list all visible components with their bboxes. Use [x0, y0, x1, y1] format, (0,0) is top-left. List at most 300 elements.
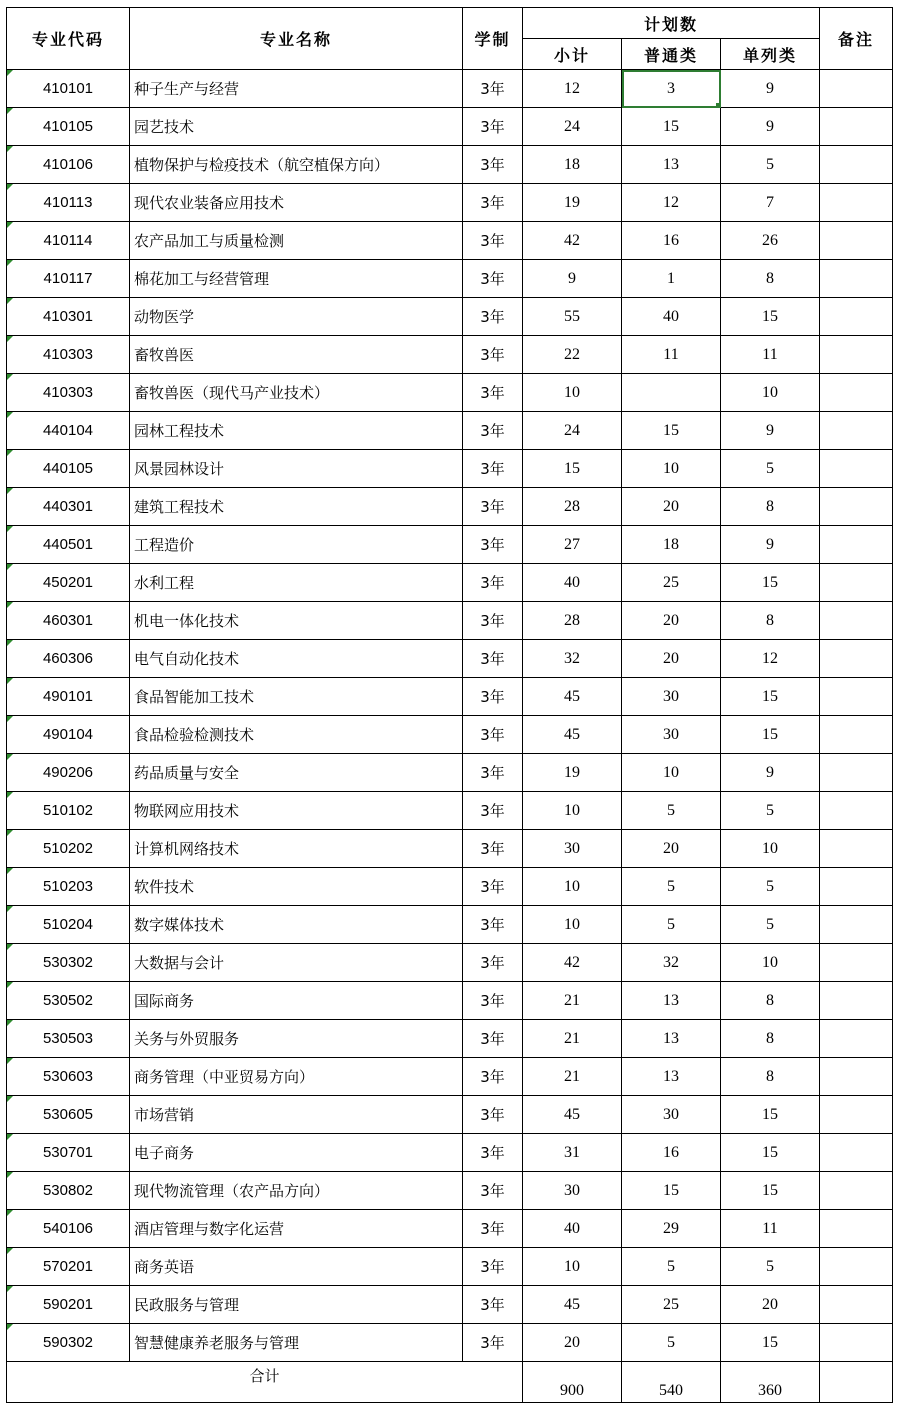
cell-code[interactable]: [7, 868, 130, 906]
cell-name[interactable]: [130, 1286, 463, 1324]
cell-general[interactable]: [622, 944, 721, 982]
cell-separate[interactable]: [721, 412, 820, 450]
cell-name[interactable]: [130, 526, 463, 564]
cell-notes[interactable]: [820, 70, 893, 108]
cell-notes[interactable]: [820, 640, 893, 678]
error-indicator-icon[interactable]: [7, 184, 13, 190]
cell-duration[interactable]: [463, 982, 523, 1020]
cell-separate[interactable]: [721, 830, 820, 868]
cell-general[interactable]: [622, 564, 721, 602]
cell-subtotal[interactable]: [523, 792, 622, 830]
cell-name[interactable]: [130, 944, 463, 982]
cell-name[interactable]: [130, 982, 463, 1020]
cell-name[interactable]: [130, 906, 463, 944]
cell-name[interactable]: [130, 184, 463, 222]
cell-name[interactable]: [130, 1324, 463, 1362]
cell-code[interactable]: [7, 336, 130, 374]
cell-duration-text: 3年: [480, 460, 505, 478]
cell-general[interactable]: [622, 1210, 721, 1248]
cell-notes[interactable]: [820, 1134, 893, 1172]
cell-name[interactable]: [130, 488, 463, 526]
cell-name[interactable]: [130, 1020, 463, 1058]
cell-duration[interactable]: [463, 374, 523, 412]
cell-general[interactable]: [622, 868, 721, 906]
selected-cell[interactable]: [622, 70, 721, 108]
cell-code[interactable]: [7, 222, 130, 260]
cell-duration[interactable]: [463, 184, 523, 222]
cell-notes[interactable]: [820, 868, 893, 906]
cell-subtotal[interactable]: [523, 1096, 622, 1134]
cell-duration[interactable]: [463, 830, 523, 868]
cell-code[interactable]: [7, 260, 130, 298]
error-indicator-icon[interactable]: [7, 298, 13, 304]
header-subtotal[interactable]: 小计: [523, 39, 622, 70]
cell-subtotal[interactable]: [523, 678, 622, 716]
cell-notes[interactable]: [820, 754, 893, 792]
cell-subtotal[interactable]: [523, 374, 622, 412]
cell-subtotal[interactable]: [523, 412, 622, 450]
cell-name[interactable]: [130, 868, 463, 906]
cell-separate[interactable]: [721, 716, 820, 754]
header-separate[interactable]: 单列类: [721, 39, 820, 70]
cell-name[interactable]: [130, 450, 463, 488]
error-indicator-icon[interactable]: [7, 716, 13, 722]
cell-name[interactable]: [130, 1096, 463, 1134]
cell-general[interactable]: [622, 1058, 721, 1096]
cell-duration[interactable]: [463, 1172, 523, 1210]
cell-notes[interactable]: [820, 830, 893, 868]
cell-notes[interactable]: [820, 1172, 893, 1210]
total-notes[interactable]: [820, 1362, 893, 1403]
cell-duration[interactable]: [463, 1248, 523, 1286]
cell-subtotal[interactable]: [523, 944, 622, 982]
cell-name[interactable]: [130, 564, 463, 602]
cell-duration[interactable]: [463, 602, 523, 640]
cell-separate[interactable]: [721, 526, 820, 564]
cell-subtotal[interactable]: [523, 146, 622, 184]
cell-code[interactable]: [7, 716, 130, 754]
cell-code[interactable]: [7, 678, 130, 716]
cell-general[interactable]: [622, 1134, 721, 1172]
cell-separate[interactable]: [721, 640, 820, 678]
header-code[interactable]: 专业代码: [7, 8, 130, 70]
cell-subtotal[interactable]: [523, 640, 622, 678]
error-indicator-icon[interactable]: [7, 830, 13, 836]
cell-general[interactable]: [622, 1248, 721, 1286]
cell-general[interactable]: [622, 716, 721, 754]
error-indicator-icon[interactable]: [7, 640, 13, 646]
cell-duration[interactable]: [463, 944, 523, 982]
error-indicator-icon[interactable]: [7, 906, 13, 912]
cell-general[interactable]: [622, 488, 721, 526]
cell-separate[interactable]: [721, 336, 820, 374]
cell-code[interactable]: [7, 488, 130, 526]
cell-separate[interactable]: [721, 222, 820, 260]
error-indicator-icon[interactable]: [7, 1020, 13, 1026]
total-label[interactable]: 合计: [7, 1362, 523, 1403]
cell-duration[interactable]: [463, 906, 523, 944]
cell-duration[interactable]: [463, 640, 523, 678]
error-indicator-icon[interactable]: [7, 944, 13, 950]
cell-general[interactable]: [622, 374, 721, 412]
cell-name-text: 水利工程: [134, 574, 195, 592]
cell-separate[interactable]: [721, 1324, 820, 1362]
cell-duration[interactable]: [463, 1286, 523, 1324]
cell-code[interactable]: [7, 184, 130, 222]
cell-name[interactable]: [130, 716, 463, 754]
table-row: [7, 564, 893, 602]
cell-subtotal[interactable]: [523, 716, 622, 754]
cell-general[interactable]: [622, 222, 721, 260]
cell-duration-text: 3年: [480, 688, 505, 706]
cell-name[interactable]: [130, 1172, 463, 1210]
cell-duration[interactable]: [463, 146, 523, 184]
error-indicator-icon[interactable]: [7, 678, 13, 684]
error-indicator-icon[interactable]: [7, 1096, 13, 1102]
cell-separate[interactable]: [721, 108, 820, 146]
cell-notes[interactable]: [820, 184, 893, 222]
cell-code[interactable]: [7, 602, 130, 640]
cell-subtotal[interactable]: [523, 602, 622, 640]
cell-general[interactable]: [622, 678, 721, 716]
cell-notes[interactable]: [820, 906, 893, 944]
cell-name[interactable]: [130, 260, 463, 298]
cell-duration[interactable]: [463, 488, 523, 526]
cell-code[interactable]: [7, 754, 130, 792]
cell-subtotal[interactable]: [523, 1286, 622, 1324]
cell-notes[interactable]: [820, 108, 893, 146]
error-indicator-icon[interactable]: [7, 792, 13, 798]
cell-subtotal[interactable]: [523, 1324, 622, 1362]
cell-notes[interactable]: [820, 564, 893, 602]
cell-general[interactable]: [622, 1286, 721, 1324]
cell-separate[interactable]: [721, 1248, 820, 1286]
error-indicator-icon[interactable]: [7, 108, 13, 114]
cell-notes[interactable]: [820, 944, 893, 982]
cell-separate[interactable]: [721, 754, 820, 792]
cell-notes[interactable]: [820, 982, 893, 1020]
cell-separate[interactable]: [721, 146, 820, 184]
cell-separate[interactable]: [721, 678, 820, 716]
header-plan[interactable]: 计划数: [523, 8, 820, 39]
cell-general[interactable]: [622, 640, 721, 678]
cell-general[interactable]: [622, 260, 721, 298]
cell-notes[interactable]: [820, 146, 893, 184]
cell-name[interactable]: [130, 678, 463, 716]
header-name[interactable]: 专业名称: [130, 8, 463, 70]
cell-duration[interactable]: [463, 1134, 523, 1172]
error-indicator-icon[interactable]: [7, 982, 13, 988]
cell-notes[interactable]: [820, 1286, 893, 1324]
cell-name[interactable]: [130, 146, 463, 184]
cell-code[interactable]: [7, 1020, 130, 1058]
cell-notes[interactable]: [820, 1058, 893, 1096]
error-indicator-icon[interactable]: [7, 1324, 13, 1330]
error-indicator-icon[interactable]: [7, 336, 13, 342]
cell-separate[interactable]: [721, 1096, 820, 1134]
total-separate[interactable]: 360: [721, 1362, 820, 1403]
cell-name[interactable]: [130, 298, 463, 336]
cell-separate[interactable]: [721, 1058, 820, 1096]
cell-name[interactable]: [130, 602, 463, 640]
cell-subtotal[interactable]: [523, 336, 622, 374]
cell-code[interactable]: [7, 108, 130, 146]
cell-duration[interactable]: [463, 298, 523, 336]
cell-name[interactable]: [130, 830, 463, 868]
cell-general[interactable]: [622, 602, 721, 640]
cell-general[interactable]: [622, 526, 721, 564]
cell-duration[interactable]: [463, 526, 523, 564]
cell-general[interactable]: [622, 184, 721, 222]
cell-notes[interactable]: [820, 336, 893, 374]
cell-duration[interactable]: [463, 450, 523, 488]
cell-notes[interactable]: [820, 260, 893, 298]
cell-separate[interactable]: [721, 602, 820, 640]
cell-duration[interactable]: [463, 716, 523, 754]
cell-subtotal[interactable]: [523, 754, 622, 792]
cell-name[interactable]: [130, 640, 463, 678]
cell-name[interactable]: [130, 1134, 463, 1172]
cell-separate-text: 5: [766, 1257, 774, 1275]
cell-duration[interactable]: [463, 868, 523, 906]
cell-notes[interactable]: [820, 1324, 893, 1362]
cell-general-text: 3: [667, 79, 675, 97]
cell-notes[interactable]: [820, 412, 893, 450]
cell-duration[interactable]: [463, 1020, 523, 1058]
cell-separate[interactable]: [721, 564, 820, 602]
cell-name[interactable]: [130, 374, 463, 412]
cell-separate[interactable]: [721, 488, 820, 526]
cell-code[interactable]: [7, 526, 130, 564]
cell-code[interactable]: [7, 1286, 130, 1324]
cell-code[interactable]: [7, 1324, 130, 1362]
cell-general[interactable]: [622, 1020, 721, 1058]
cell-code[interactable]: [7, 944, 130, 982]
cell-separate[interactable]: [721, 1020, 820, 1058]
cell-duration[interactable]: [463, 1058, 523, 1096]
cell-code[interactable]: [7, 830, 130, 868]
cell-notes[interactable]: [820, 602, 893, 640]
cell-notes[interactable]: [820, 450, 893, 488]
cell-separate[interactable]: [721, 1134, 820, 1172]
cell-notes[interactable]: [820, 716, 893, 754]
cell-code[interactable]: [7, 1248, 130, 1286]
cell-code[interactable]: [7, 640, 130, 678]
cell-code[interactable]: [7, 412, 130, 450]
cell-separate[interactable]: [721, 70, 820, 108]
error-indicator-icon[interactable]: [7, 868, 13, 874]
cell-subtotal[interactable]: [523, 260, 622, 298]
cell-subtotal[interactable]: [523, 1020, 622, 1058]
cell-notes[interactable]: [820, 222, 893, 260]
cell-code[interactable]: [7, 374, 130, 412]
cell-code[interactable]: [7, 1058, 130, 1096]
cell-general-text: 1: [667, 269, 675, 287]
cell-general[interactable]: [622, 906, 721, 944]
cell-separate[interactable]: [721, 792, 820, 830]
cell-separate[interactable]: [721, 374, 820, 412]
cell-subtotal[interactable]: [523, 298, 622, 336]
error-indicator-icon[interactable]: [7, 70, 13, 76]
cell-notes[interactable]: [820, 678, 893, 716]
cell-duration[interactable]: [463, 222, 523, 260]
cell-name-text: 计算机网络技术: [134, 840, 240, 858]
cell-name[interactable]: [130, 412, 463, 450]
cell-separate[interactable]: [721, 1210, 820, 1248]
cell-subtotal[interactable]: [523, 564, 622, 602]
cell-separate[interactable]: [721, 868, 820, 906]
error-indicator-icon[interactable]: [7, 260, 13, 266]
cell-separate[interactable]: [721, 260, 820, 298]
error-indicator-icon[interactable]: [7, 488, 13, 494]
cell-code[interactable]: [7, 450, 130, 488]
cell-notes[interactable]: [820, 792, 893, 830]
cell-duration[interactable]: [463, 108, 523, 146]
cell-notes[interactable]: [820, 1248, 893, 1286]
cell-general[interactable]: [622, 1096, 721, 1134]
cell-separate-text: 11: [762, 1219, 778, 1237]
cell-general[interactable]: [622, 754, 721, 792]
cell-name-text: 关务与外贸服务: [134, 1030, 240, 1048]
cell-duration[interactable]: [463, 792, 523, 830]
header-notes[interactable]: 备注: [820, 8, 893, 70]
cell-code[interactable]: [7, 70, 130, 108]
cell-code[interactable]: [7, 982, 130, 1020]
cell-code[interactable]: [7, 1210, 130, 1248]
cell-name[interactable]: [130, 1210, 463, 1248]
cell-subtotal[interactable]: [523, 1058, 622, 1096]
cell-duration[interactable]: [463, 564, 523, 602]
cell-duration[interactable]: [463, 678, 523, 716]
cell-name[interactable]: [130, 1248, 463, 1286]
cell-subtotal[interactable]: [523, 70, 622, 108]
cell-separate[interactable]: [721, 1172, 820, 1210]
cell-code-text: 490206: [42, 764, 94, 781]
error-indicator-icon[interactable]: [7, 1172, 13, 1178]
cell-general[interactable]: [622, 982, 721, 1020]
cell-general[interactable]: [622, 792, 721, 830]
error-indicator-icon[interactable]: [7, 1210, 13, 1216]
cell-duration[interactable]: [463, 1210, 523, 1248]
cell-subtotal[interactable]: [523, 1248, 622, 1286]
cell-separate[interactable]: [721, 298, 820, 336]
cell-duration[interactable]: [463, 1324, 523, 1362]
cell-code-text: 570201: [42, 1258, 94, 1275]
cell-notes[interactable]: [820, 1210, 893, 1248]
cell-subtotal[interactable]: [523, 906, 622, 944]
cell-general[interactable]: [622, 412, 721, 450]
cell-separate[interactable]: [721, 450, 820, 488]
error-indicator-icon[interactable]: [7, 1134, 13, 1140]
cell-code[interactable]: [7, 564, 130, 602]
cell-notes[interactable]: [820, 526, 893, 564]
cell-duration[interactable]: [463, 754, 523, 792]
error-indicator-icon[interactable]: [7, 412, 13, 418]
error-indicator-icon[interactable]: [7, 1058, 13, 1064]
cell-subtotal[interactable]: [523, 488, 622, 526]
cell-name[interactable]: [130, 1058, 463, 1096]
error-indicator-icon[interactable]: [7, 1286, 13, 1292]
cell-subtotal[interactable]: [523, 184, 622, 222]
cell-subtotal[interactable]: [523, 526, 622, 564]
error-indicator-icon[interactable]: [7, 526, 13, 532]
cell-name[interactable]: [130, 336, 463, 374]
cell-subtotal[interactable]: [523, 1172, 622, 1210]
cell-duration[interactable]: [463, 260, 523, 298]
cell-general[interactable]: [622, 108, 721, 146]
cell-general[interactable]: [622, 1172, 721, 1210]
cell-name[interactable]: [130, 70, 463, 108]
cell-code[interactable]: [7, 792, 130, 830]
cell-general[interactable]: [622, 146, 721, 184]
cell-name[interactable]: [130, 792, 463, 830]
cell-subtotal[interactable]: [523, 1134, 622, 1172]
cell-code[interactable]: [7, 1096, 130, 1134]
total-subtotal[interactable]: 900: [523, 1362, 622, 1403]
cell-code[interactable]: [7, 1172, 130, 1210]
error-indicator-icon[interactable]: [7, 146, 13, 152]
cell-separate[interactable]: [721, 944, 820, 982]
cell-code[interactable]: [7, 298, 130, 336]
cell-separate[interactable]: [721, 982, 820, 1020]
header-duration[interactable]: 学制: [463, 8, 523, 70]
error-indicator-icon[interactable]: [7, 450, 13, 456]
cell-notes[interactable]: [820, 1020, 893, 1058]
cell-general[interactable]: [622, 336, 721, 374]
cell-name[interactable]: [130, 108, 463, 146]
cell-subtotal[interactable]: [523, 450, 622, 488]
cell-notes[interactable]: [820, 488, 893, 526]
cell-name-text: 种子生产与经营: [134, 80, 240, 98]
cell-name[interactable]: [130, 222, 463, 260]
cell-separate[interactable]: [721, 1286, 820, 1324]
cell-general[interactable]: [622, 298, 721, 336]
cell-duration[interactable]: [463, 70, 523, 108]
error-indicator-icon[interactable]: [7, 754, 13, 760]
cell-subtotal[interactable]: [523, 108, 622, 146]
cell-subtotal[interactable]: [523, 222, 622, 260]
cell-code[interactable]: [7, 146, 130, 184]
error-indicator-icon[interactable]: [7, 602, 13, 608]
cell-subtotal[interactable]: [523, 982, 622, 1020]
cell-general[interactable]: [622, 830, 721, 868]
cell-code[interactable]: [7, 906, 130, 944]
cell-duration[interactable]: [463, 412, 523, 450]
cell-subtotal[interactable]: [523, 1210, 622, 1248]
cell-separate[interactable]: [721, 184, 820, 222]
cell-duration-text: 3年: [480, 1068, 505, 1086]
error-indicator-icon[interactable]: [7, 1248, 13, 1254]
cell-duration[interactable]: [463, 336, 523, 374]
total-general[interactable]: 540: [622, 1362, 721, 1403]
cell-general[interactable]: [622, 1324, 721, 1362]
cell-code[interactable]: [7, 1134, 130, 1172]
header-general[interactable]: 普通类: [622, 39, 721, 70]
cell-separate[interactable]: [721, 906, 820, 944]
error-indicator-icon[interactable]: [7, 374, 13, 380]
cell-notes[interactable]: [820, 298, 893, 336]
cell-general[interactable]: [622, 450, 721, 488]
cell-subtotal[interactable]: [523, 830, 622, 868]
error-indicator-icon[interactable]: [7, 564, 13, 570]
cell-subtotal[interactable]: [523, 868, 622, 906]
error-indicator-icon[interactable]: [7, 222, 13, 228]
cell-notes[interactable]: [820, 1096, 893, 1134]
cell-notes[interactable]: [820, 374, 893, 412]
cell-duration[interactable]: [463, 1096, 523, 1134]
cell-name[interactable]: [130, 754, 463, 792]
cell-name-text: 现代农业装备应用技术: [134, 194, 285, 212]
